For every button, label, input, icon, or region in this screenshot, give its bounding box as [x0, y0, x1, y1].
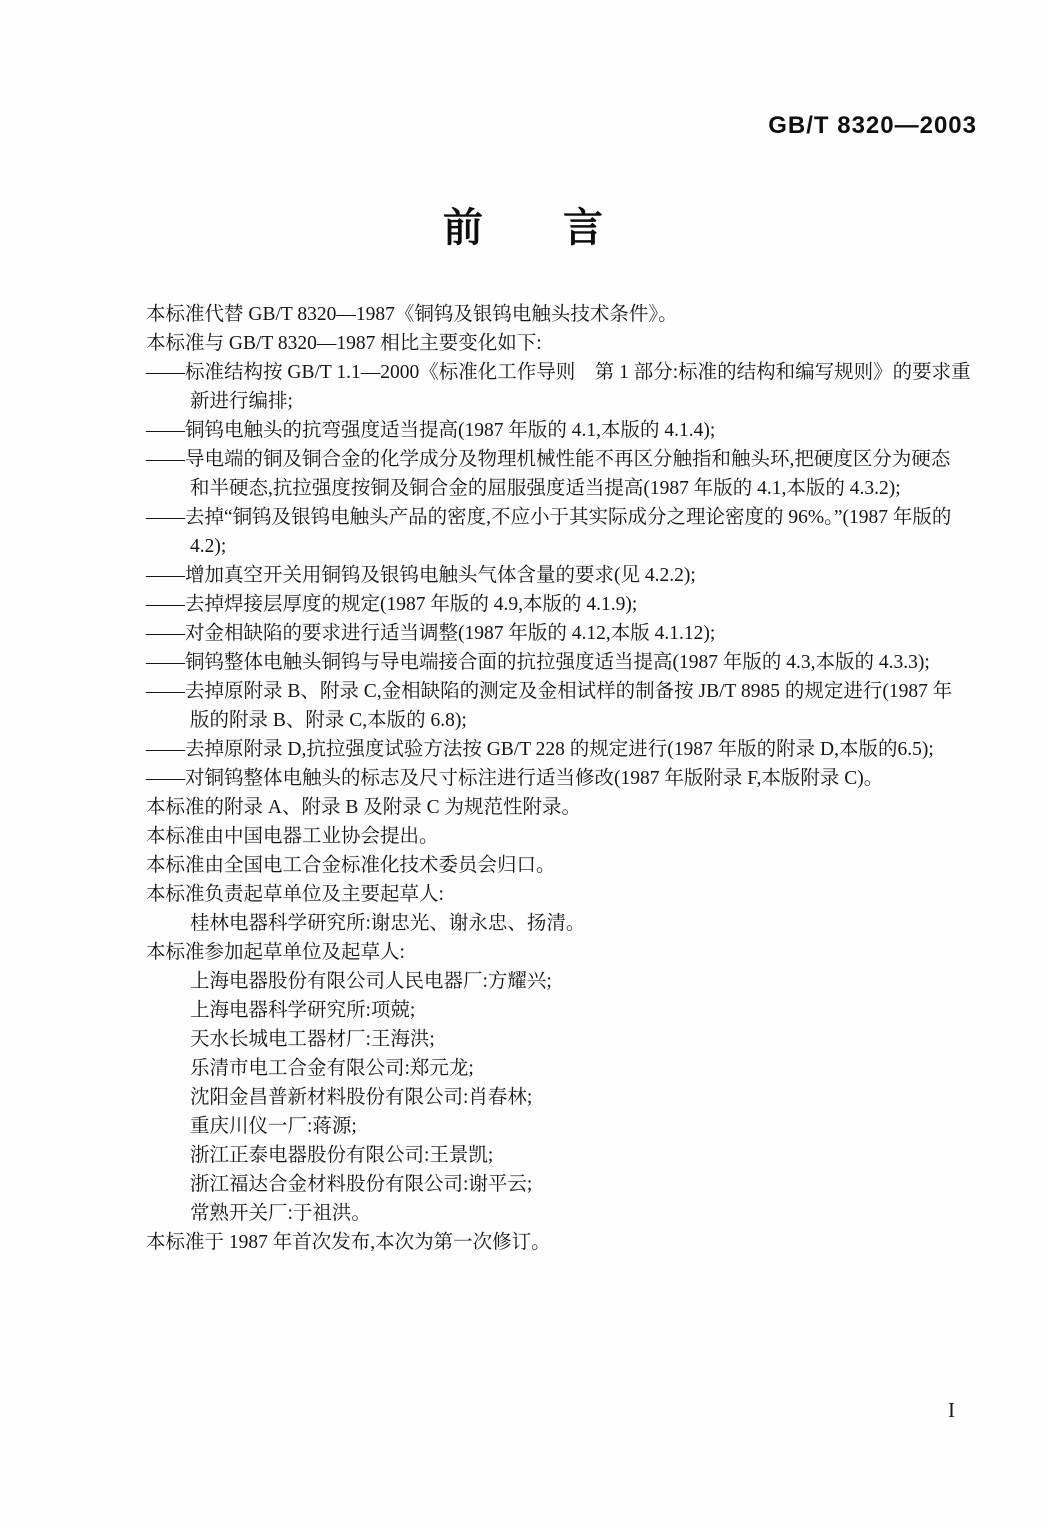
foreword-line: 4.2);	[190, 536, 227, 557]
foreword-line: ——去掉焊接层厚度的规定(1987 年版的 4.9,本版的 4.1.9);	[146, 594, 638, 615]
foreword-line: 浙江福达合金材料股份有限公司:谢平云;	[190, 1174, 533, 1195]
foreword-line: 重庆川仪一厂:蒋源;	[190, 1116, 357, 1137]
foreword-line: 浙江正泰电器股份有限公司:王景凯;	[190, 1145, 494, 1166]
standard-code: GB/T 8320—2003	[768, 112, 977, 139]
foreword-line: 乐清市电工合金有限公司:郑元龙;	[190, 1058, 474, 1079]
foreword-line: ——铜钨电触头的抗弯强度适当提高(1987 年版的 4.1,本版的 4.1.4);	[146, 420, 716, 441]
foreword-line: ——对铜钨整体电触头的标志及尺寸标注进行适当修改(1987 年版附录 F,本版附录 C)。	[146, 768, 884, 789]
foreword-line: 本标准代替 GB/T 8320—1987《铜钨及银钨电触头技术条件》。	[146, 304, 678, 325]
foreword-line: 本标准于 1987 年首次发布,本次为第一次修订。	[146, 1232, 551, 1253]
page-number: I	[948, 1398, 955, 1422]
foreword-line: 桂林电器科学研究所:谢忠光、谢永忠、扬清。	[190, 913, 586, 934]
foreword-line: ——标准结构按 GB/T 1.1—2000《标准化工作导则 第 1 部分:标准的结构和编写规则》的要求重	[146, 362, 971, 383]
foreword-line: ——去掉“铜钨及银钨电触头产品的密度,不应小于其实际成分之理论密度的 96%。”(1987 年版的	[146, 507, 952, 528]
page-title: 前 言	[443, 206, 603, 250]
foreword-line: 本标准负责起草单位及主要起草人:	[146, 884, 444, 905]
foreword-line: ——对金相缺陷的要求进行适当调整(1987 年版的 4.12,本版 4.1.12);	[146, 623, 716, 644]
foreword-line: 本标准参加起草单位及起草人:	[146, 942, 405, 963]
foreword-line: ——去掉原附录 B、附录 C,金相缺陷的测定及金相试样的制备按 JB/T 8985 的规定进行(1987 年	[146, 681, 953, 702]
foreword-line: 上海电器科学研究所:项兢;	[190, 1000, 416, 1021]
foreword-line: ——去掉原附录 D,抗拉强度试验方法按 GB/T 228 的规定进行(1987 年版的附录 D,本版的6.5);	[146, 739, 934, 760]
foreword-line: 和半硬态,抗拉强度按铜及铜合金的屈服强度适当提高(1987 年版的 4.1,本版的 4.3.2);	[190, 478, 901, 499]
foreword-line: ——导电端的铜及铜合金的化学成分及物理机械性能不再区分触指和触头环,把硬度区分为硬态	[146, 449, 951, 470]
foreword-line: 上海电器股份有限公司人民电器厂:方耀兴;	[190, 971, 552, 992]
foreword-line: ——铜钨整体电触头铜钨与导电端接合面的抗拉强度适当提高(1987 年版的 4.3,本版的 4.3.3);	[146, 652, 930, 673]
foreword-body	[146, 300, 986, 1257]
foreword-line: 常熟开关厂:于祖洪。	[190, 1203, 371, 1224]
foreword-line: 本标准由中国电器工业协会提出。	[146, 826, 439, 847]
foreword-line: 天水长城电工器材厂:王海洪;	[190, 1029, 435, 1050]
foreword-line: ——增加真空开关用铜钨及银钨电触头气体含量的要求(见 4.2.2);	[146, 565, 696, 586]
foreword-line: 本标准的附录 A、附录 B 及附录 C 为规范性附录。	[146, 797, 581, 818]
foreword-line: 版的附录 B、附录 C,本版的 6.8);	[190, 710, 467, 731]
foreword-line: 本标准由全国电工合金标准化技术委员会归口。	[146, 855, 556, 876]
foreword-line: 本标准与 GB/T 8320—1987 相比主要变化如下:	[146, 333, 542, 354]
foreword-line: 沈阳金昌普新材料股份有限公司:肖春林;	[190, 1087, 533, 1108]
foreword-line: 新进行编排;	[190, 391, 293, 412]
